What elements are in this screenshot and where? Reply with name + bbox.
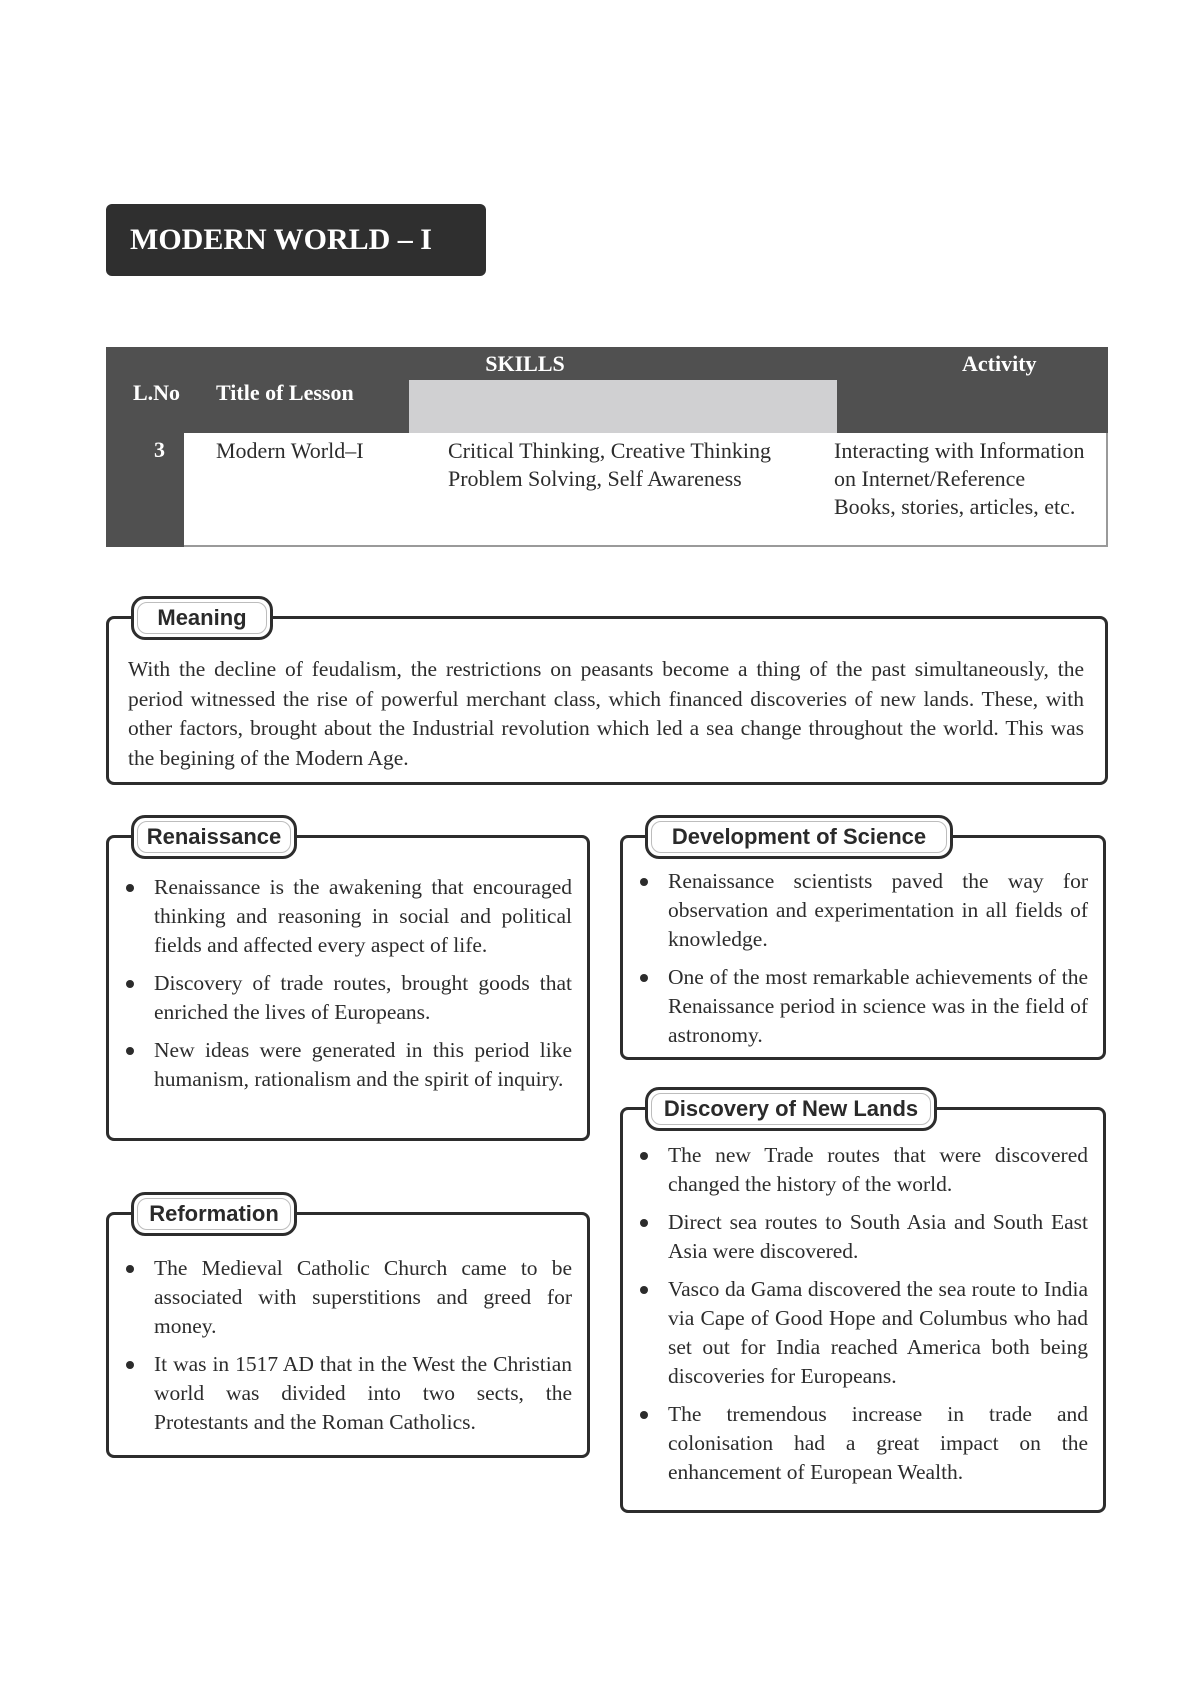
lesson-table	[106, 347, 1108, 547]
list-item: One of the most remarkable achievements of the Renaissance period in science was in the field of astronomy.	[638, 963, 1088, 1050]
science-list	[638, 867, 1088, 1059]
bullet-icon	[126, 1265, 134, 1273]
reformation-heading: Reformation	[131, 1192, 297, 1236]
bullet-icon	[640, 1152, 648, 1160]
list-item: Vasco da Gama discovered the sea route to India via Cape of Good Hope and Columbus who had set out for India reached America both being discoveries for Europeans.	[638, 1275, 1088, 1391]
list-item: The tremendous increase in trade and colonisation had a great impact on the enhancement of European Wealth.	[638, 1400, 1088, 1487]
bullet-icon	[126, 980, 134, 988]
bullet-icon	[640, 1411, 648, 1419]
bullet-icon	[640, 974, 648, 982]
row-title: Modern World–I	[216, 438, 364, 463]
header-activity: Activity	[962, 351, 1037, 376]
bullet-icon	[126, 884, 134, 892]
row-skills-line1: Critical Thinking, Creative Thinking	[448, 438, 772, 463]
renaissance-heading: Renaissance	[131, 815, 297, 859]
bullet-icon	[640, 1219, 648, 1227]
meaning-heading: Meaning	[131, 596, 273, 640]
row-activity-line2: on Internet/Reference	[834, 466, 1026, 491]
header-lno: L.No	[133, 380, 181, 405]
chapter-title: MODERN WORLD – I	[106, 204, 486, 276]
reformation-list	[124, 1254, 572, 1446]
skills-band	[409, 380, 837, 433]
new-lands-heading: Discovery of New Lands	[645, 1087, 937, 1131]
list-item: It was in 1517 AD that in the West the Christian world was divided into two sects, the Protestants and the Roman Catholics.	[124, 1350, 572, 1437]
science-heading: Development of Science	[645, 815, 953, 859]
list-item: Renaissance is the awakening that encouraged thinking and reasoning in social and political fields and affected every aspect of life.	[124, 873, 572, 960]
row-lno: 3	[154, 437, 165, 462]
renaissance-list	[124, 873, 572, 1103]
list-item: Renaissance scientists paved the way for observation and experimentation in all fields of knowledge.	[638, 867, 1088, 954]
row-activity-line3: Books, stories, articles, etc.	[834, 494, 1076, 519]
lno-column	[106, 433, 184, 547]
list-item: Discovery of trade routes, brought goods that enriched the lives of Europeans.	[124, 969, 572, 1027]
row-activity-line1: Interacting with Information	[834, 438, 1085, 463]
new-lands-list	[638, 1141, 1088, 1496]
header-title: Title of Lesson	[216, 380, 354, 405]
row-skills-line2: Problem Solving, Self Awareness	[448, 466, 742, 491]
list-item: The Medieval Catholic Church came to be associated with superstitions and greed for money.	[124, 1254, 572, 1341]
meaning-text: With the decline of feudalism, the restrictions on peasants become a thing of the past simultaneously, the period witnessed the rise of powerful merchant class, which financed discoveries of new lands. These, with other factors, brought about the Industrial revolution which led a sea change throughout the world. This was the begining of the Modern Age.	[128, 657, 1084, 770]
bullet-icon	[640, 1286, 648, 1294]
bullet-icon	[640, 878, 648, 886]
list-item: The new Trade routes that were discovered changed the history of the world.	[638, 1141, 1088, 1199]
bullet-icon	[126, 1047, 134, 1055]
header-skills: SKILLS	[485, 351, 565, 376]
list-item: Direct sea routes to South Asia and South East Asia were discovered.	[638, 1208, 1088, 1266]
list-item: New ideas were generated in this period like humanism, rationalism and the spirit of inquiry.	[124, 1036, 572, 1094]
bullet-icon	[126, 1361, 134, 1369]
